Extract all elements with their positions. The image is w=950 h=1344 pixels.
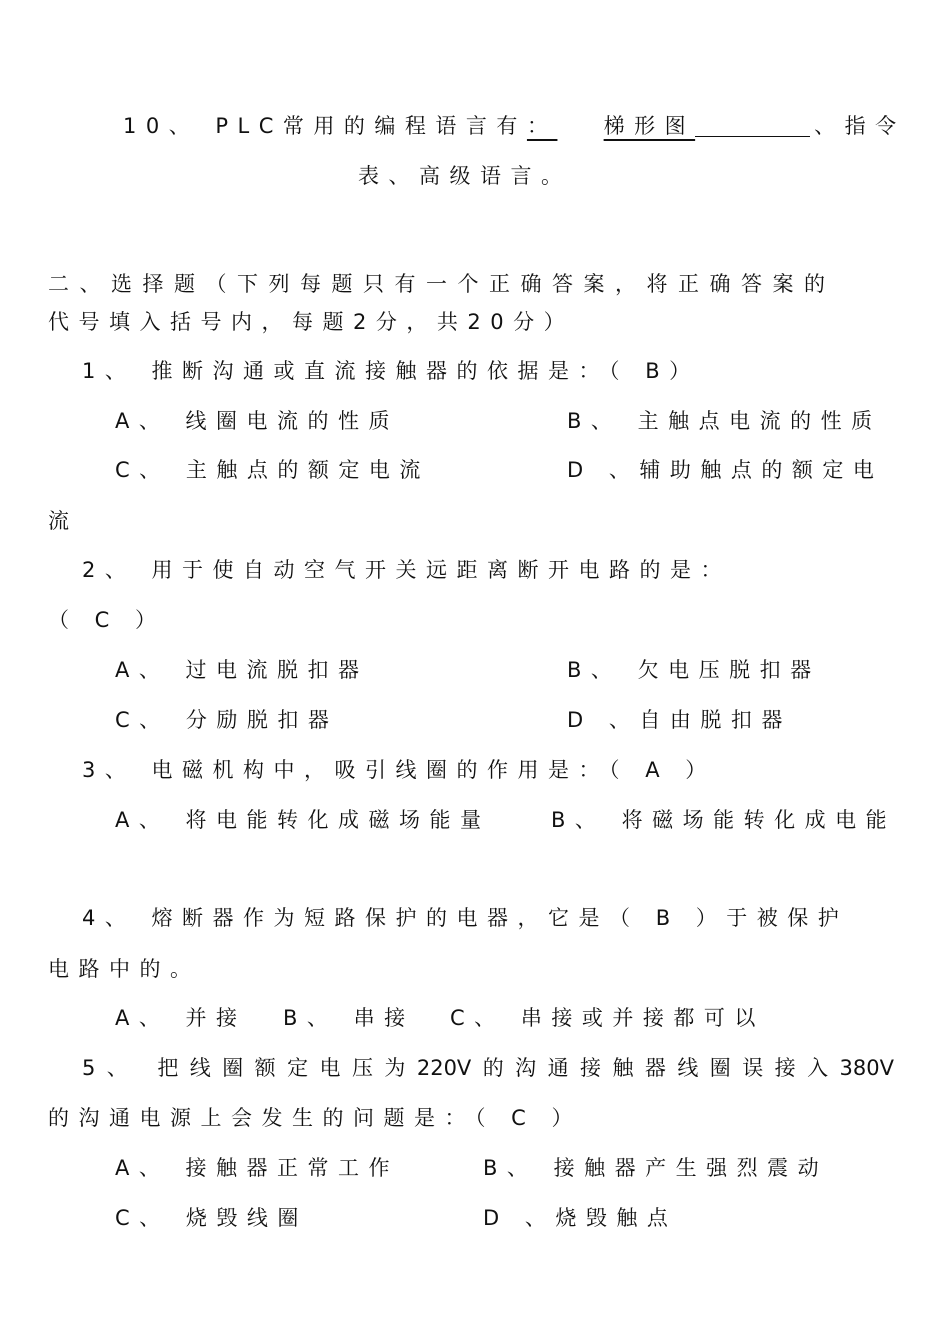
question-3-option-a: A、 将电能转化成磁场能量: [115, 808, 491, 832]
q10-line2: 表、高级语言。: [358, 164, 572, 188]
q10-answer-blank: [695, 114, 810, 137]
question-4-stem-line2: 电路中的。: [48, 957, 201, 981]
question-5-stem: 5、 把线圈额定电压为220V的沟通接触器线圈误接入380V: [82, 1056, 894, 1080]
question-1-option-c: C、 主触点的额定电流: [115, 458, 430, 482]
question-5-stem-line2: 的沟通电源上会发生的问题是：（ C ）: [48, 1106, 583, 1130]
question-4-option-c: C、 串接或并接都可以: [450, 1006, 765, 1030]
question-5-option-b: B、 接触器产生强烈震动: [483, 1156, 829, 1180]
question-1-option-b: B、 主触点电流的性质: [567, 409, 882, 433]
question-3-stem: 3、 电磁机构中，吸引线圈的作用是：（ A ）: [82, 758, 716, 782]
question-1-wrap: 流: [48, 509, 79, 533]
question-4-option-b: B、 串接: [283, 1006, 415, 1030]
question-4-option-a: A、 并接: [115, 1006, 247, 1030]
question-3-option-b: B、 将磁场能转化成电能: [551, 808, 897, 832]
question-2-option-c: C、 分励脱扣器: [115, 708, 339, 732]
question-2-stem-line2: （ C ）: [48, 608, 166, 632]
question-5-option-c: C、 烧毁线圈: [115, 1206, 308, 1230]
question-2-option-d: D 、自由脱扣器: [567, 708, 792, 732]
section-title-line2: 代号填入括号内，每题2分，共20分）: [48, 310, 575, 334]
question-1-stem: 1、 推断沟通或直流接触器的依据是：（ B）: [82, 359, 700, 383]
section-title-line1: 二、选择题（下列每题只有一个正确答案，将正确答案的: [48, 272, 836, 296]
question-2-option-b: B、 欠电压脱扣器: [567, 658, 821, 682]
q10-colon: ：: [526, 114, 558, 138]
q10-suffix: 、指令: [814, 114, 906, 138]
question-5-option-a: A、 接触器正常工作: [115, 1156, 400, 1180]
question-4-stem: 4、 熔断器作为短路保护的电器，它是（ B ）于被保护: [82, 906, 849, 930]
question-1-option-a: A、 线圈电流的性质: [115, 409, 400, 433]
question-2-stem: 2、 用于使自动空气开关远距离断开电路的是：: [82, 558, 732, 582]
q10-answer: 梯形图: [603, 114, 696, 138]
q10-line1: [123, 111, 906, 141]
question-1-option-d: D 、辅助触点的额定电: [567, 458, 884, 482]
question-5-option-d: D 、烧毁触点: [483, 1206, 678, 1230]
q10-prefix: 10、 PLC常用的编程语言有: [123, 114, 527, 138]
question-2-option-a: A、 过电流脱扣器: [115, 658, 369, 682]
